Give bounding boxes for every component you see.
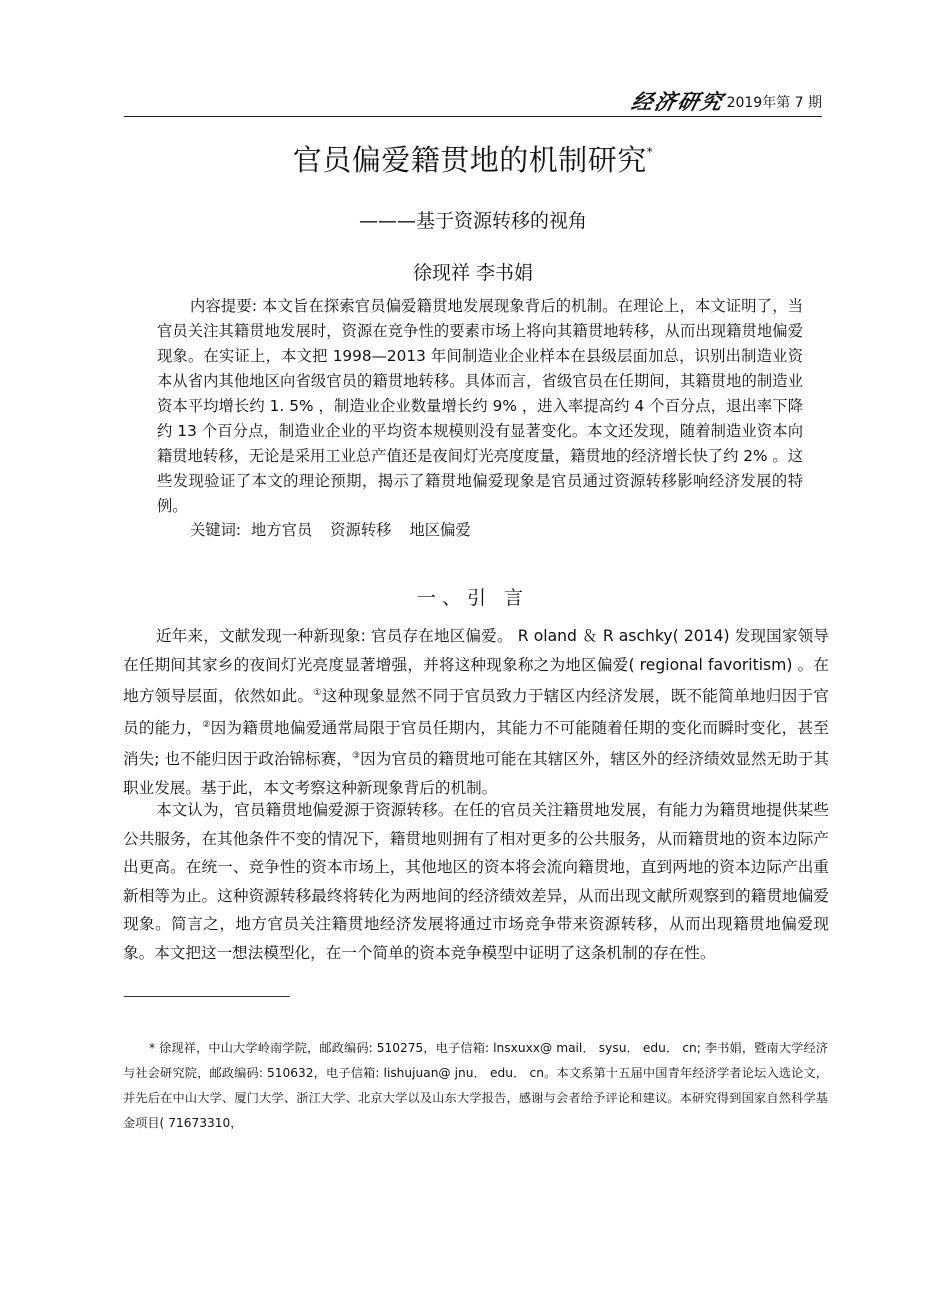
keyword-item: 地方官员	[251, 521, 313, 539]
paragraph-text: 近年来，文献发现一种新现象: 官员存在地区偏爱。 R oland ＆ R aschky( 2014) 发现国家领导在任期间其家乡的夜间灯光亮度显著增强，并将这种现象称之为地区偏爱( regional favoritism) 。在地方领导层面，依然如此。	[123, 627, 829, 706]
paragraph-text: 这种现象显然不同于官员致力于辖区内经济发展，既不能简单地归因于官员的能力，	[123, 687, 829, 737]
footnote-divider	[124, 996, 290, 997]
keywords	[190, 518, 471, 540]
title-text: 官员偏爱籍贯地的机制研究	[292, 143, 647, 177]
footnote: * 徐现祥，中山大学岭南学院，邮政编码: 510275，电子信箱: lnsxuxx@ mail． sysu． edu． cn; 李书娟，暨南大学经济与社会研究院，邮政编码: 510632，电子信箱: lishujuan@ jnu． edu． cn。本文系第十五届中国青年经济学者论坛入选论文，并先后在中山大学、厦门大学、浙江大学、北京大学以及山东大学报告，感谢与会者给予评论和建议。本研究得到国家自然科学基金项目( 71673310，	[123, 1041, 828, 1130]
keyword-item: 地区偏爱	[409, 521, 471, 539]
paper-subtitle: ———基于资源转移的视角	[358, 210, 587, 232]
footnote-ref-1[interactable]: ①	[313, 688, 322, 699]
journal-logo: 经济研究	[628, 89, 727, 114]
body-paragraph-1	[123, 622, 829, 803]
paragraph-text: 因为官员的籍贯地可能在其辖区外，辖区外的经济绩效显然无助于其职业发展。基于此，本文考察这种新现象背后的机制。	[123, 750, 829, 797]
keyword-item: 资源转移	[330, 521, 392, 539]
body-paragraph-2: 本文认为，官员籍贯地偏爱源于资源转移。在任的官员关注籍贯地发展，有能力为籍贯地提供某些公共服务，在其他条件不变的情况下，籍贯地则拥有了相对更多的公共服务，从而籍贯地的资本边际产出更高。在统一、竞争性的资本市场上，其他地区的资本将会流向籍贯地，直到两地的资本边际产出重新相等为止。这种资源转移最终将转化为两地间的经济绩效差异，从而出现文献所观察到的籍贯地偏爱现象。简言之，地方官员关注籍贯地经济发展将通过市场竞争带来资源转移，从而出现籍贯地偏爱现象。本文把这一想法模型化，在一个简单的资本竞争模型中证明了这条机制的存在性。	[123, 801, 829, 962]
footnote-ref-2[interactable]: ②	[202, 719, 211, 730]
footnote-ref-3[interactable]: ③	[352, 751, 361, 762]
section-heading-introduction: 一、引 言	[416, 587, 530, 609]
keywords-label: 关键词:	[190, 521, 242, 539]
running-header	[124, 86, 822, 117]
abstract: 内容提要: 本文旨在探索官员偏爱籍贯地发展现象背后的机制。在理论上，本文证明了，当官员关注其籍贯地发展时，资源在竞争性的要素市场上将向其籍贯地转移，从而出现籍贯地偏爱现象。在实证上，本文把 1998—2013 年间制造业企业样本在县级层面加总，识别出制造业资本从省内其他地区向省级官员的籍贯地转移。具体而言，省级官员在任期间，其籍贯地的制造业资本平均增长约 1. 5% ，制造业企业数量增长约 9% ，进入率提高约 4 个百分点，退出率下降约 13 个百分点，制造业企业的平均资本规模则没有显著变化。本文还发现，随着制造业资本向籍贯地转移，无论是采用工业总产值还是夜间灯光亮度度量，籍贯地的经济增长快了约 2% 。这些发现验证了本文的理论预期，揭示了籍贯地偏爱现象是官员通过资源转移影响经济发展的特例。	[157, 297, 803, 515]
paper-title	[124, 138, 822, 179]
author-line: 徐现祥 李书娟	[412, 262, 534, 284]
paragraph-text: 因为籍贯地偏爱通常局限于官员任期内，其能力不可能随着任期的变化而瞬时变化，甚至消失; 也不能归因于政治锦标赛，	[123, 718, 829, 769]
issue-label: 2019年第 7 期	[726, 95, 822, 111]
title-footnote-marker: *	[646, 145, 654, 159]
